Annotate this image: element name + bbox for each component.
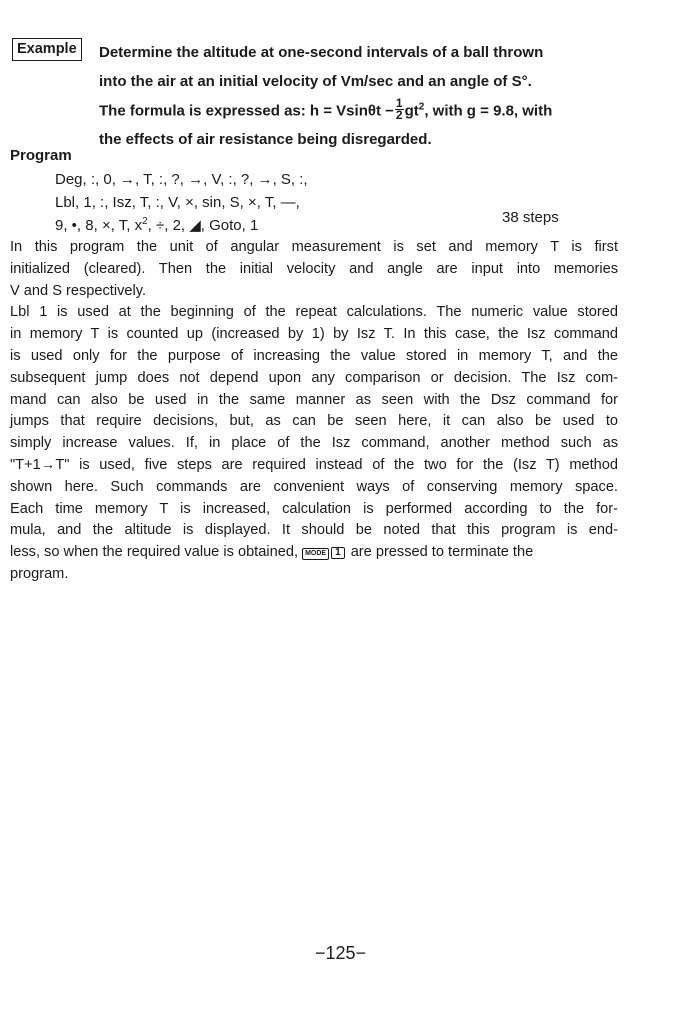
page-number: −125− <box>314 943 367 963</box>
fraction-denominator: 2 <box>395 108 403 122</box>
example-line-4: the effects of air resistance being disregarded. <box>99 131 432 148</box>
fraction-numerator: 1 <box>395 96 403 110</box>
fraction-one-half <box>395 98 404 121</box>
body-line: V and S respectively. <box>10 282 147 299</box>
body-line: mand can also be used in the same manner as seen with the Dsz command for <box>10 391 618 408</box>
program-exponent: 2 <box>142 216 148 227</box>
body-line: simply increase values. If, in place of the Isz command, another method such as <box>10 435 618 452</box>
example-label: Example <box>12 38 82 61</box>
body-line: is used only for the purpose of increasing the value stored in memory T, and the <box>10 347 618 364</box>
example-line-2: into the air at an initial velocity of Vm/sec and an angle of S°. <box>99 73 532 90</box>
formula-gt: gt <box>404 102 419 120</box>
program-listing <box>55 169 308 238</box>
body-line: shown here. Such commands are convenient ways of conserving memory space. <box>10 478 618 495</box>
one-key-icon: 1 <box>331 547 345 559</box>
formula-suffix: , with g = 9.8, with <box>424 102 553 120</box>
body-line-with-keys <box>10 542 618 564</box>
formula-prefix: The formula is expressed as: h = Vsinθt − <box>99 102 394 120</box>
program-line-3-prefix: 9, •, 8, ×, T, x <box>55 217 143 234</box>
body-line: Lbl 1 is used at the beginning of the repeat calculations. The numeric value stored <box>10 304 618 321</box>
body-line: subsequent jump does not depend upon any comparison or decision. The Isz com- <box>10 369 618 386</box>
step-count: 38 steps <box>502 209 559 226</box>
program-heading: Program <box>10 147 72 164</box>
body-line: Each time memory T is increased, calculation is performed according to the for- <box>10 500 618 517</box>
example-text <box>99 42 629 158</box>
body-line: less, so when the required value is obtained, <box>10 544 298 561</box>
example-line-1: Determine the altitude at one-second intervals of a ball thrown <box>99 44 544 61</box>
program-line-1: Deg, :, 0, →, T, :, ?, →, V, :, ?, →, S, :, <box>55 171 308 188</box>
body-line-tail: are pressed to terminate the <box>350 544 534 561</box>
body-line: initialized (cleared). Then the initial velocity and angle are input into memories <box>10 260 618 277</box>
body-line: "T+1→T" is used, five steps are required instead of the two for the (Isz T) method <box>10 456 618 473</box>
body-line: jumps that require decisions, but, as can be seen here, it can also be used to <box>10 413 618 430</box>
program-line-2: Lbl, 1, :, Isz, T, :, V, ×, sin, S, ×, T, —, <box>55 194 300 211</box>
mode-key-icon: MODE <box>302 548 329 560</box>
example-formula-line <box>99 96 629 129</box>
program-line-3 <box>55 215 308 238</box>
body-line: In this program the unit of angular measurement is set and memory T is first <box>10 239 618 255</box>
body-line: mula, and the altitude is displayed. It should be noted that this program is end- <box>10 522 618 539</box>
body-line: program. <box>10 565 69 582</box>
body-line: in memory T is counted up (increased by 1) by Isz T. In this case, the Isz command <box>10 326 618 343</box>
formula-exponent: 2 <box>418 101 425 113</box>
explanation-text <box>10 237 618 586</box>
program-line-3-suffix: , ÷, 2, ◢, Goto, 1 <box>147 217 259 234</box>
